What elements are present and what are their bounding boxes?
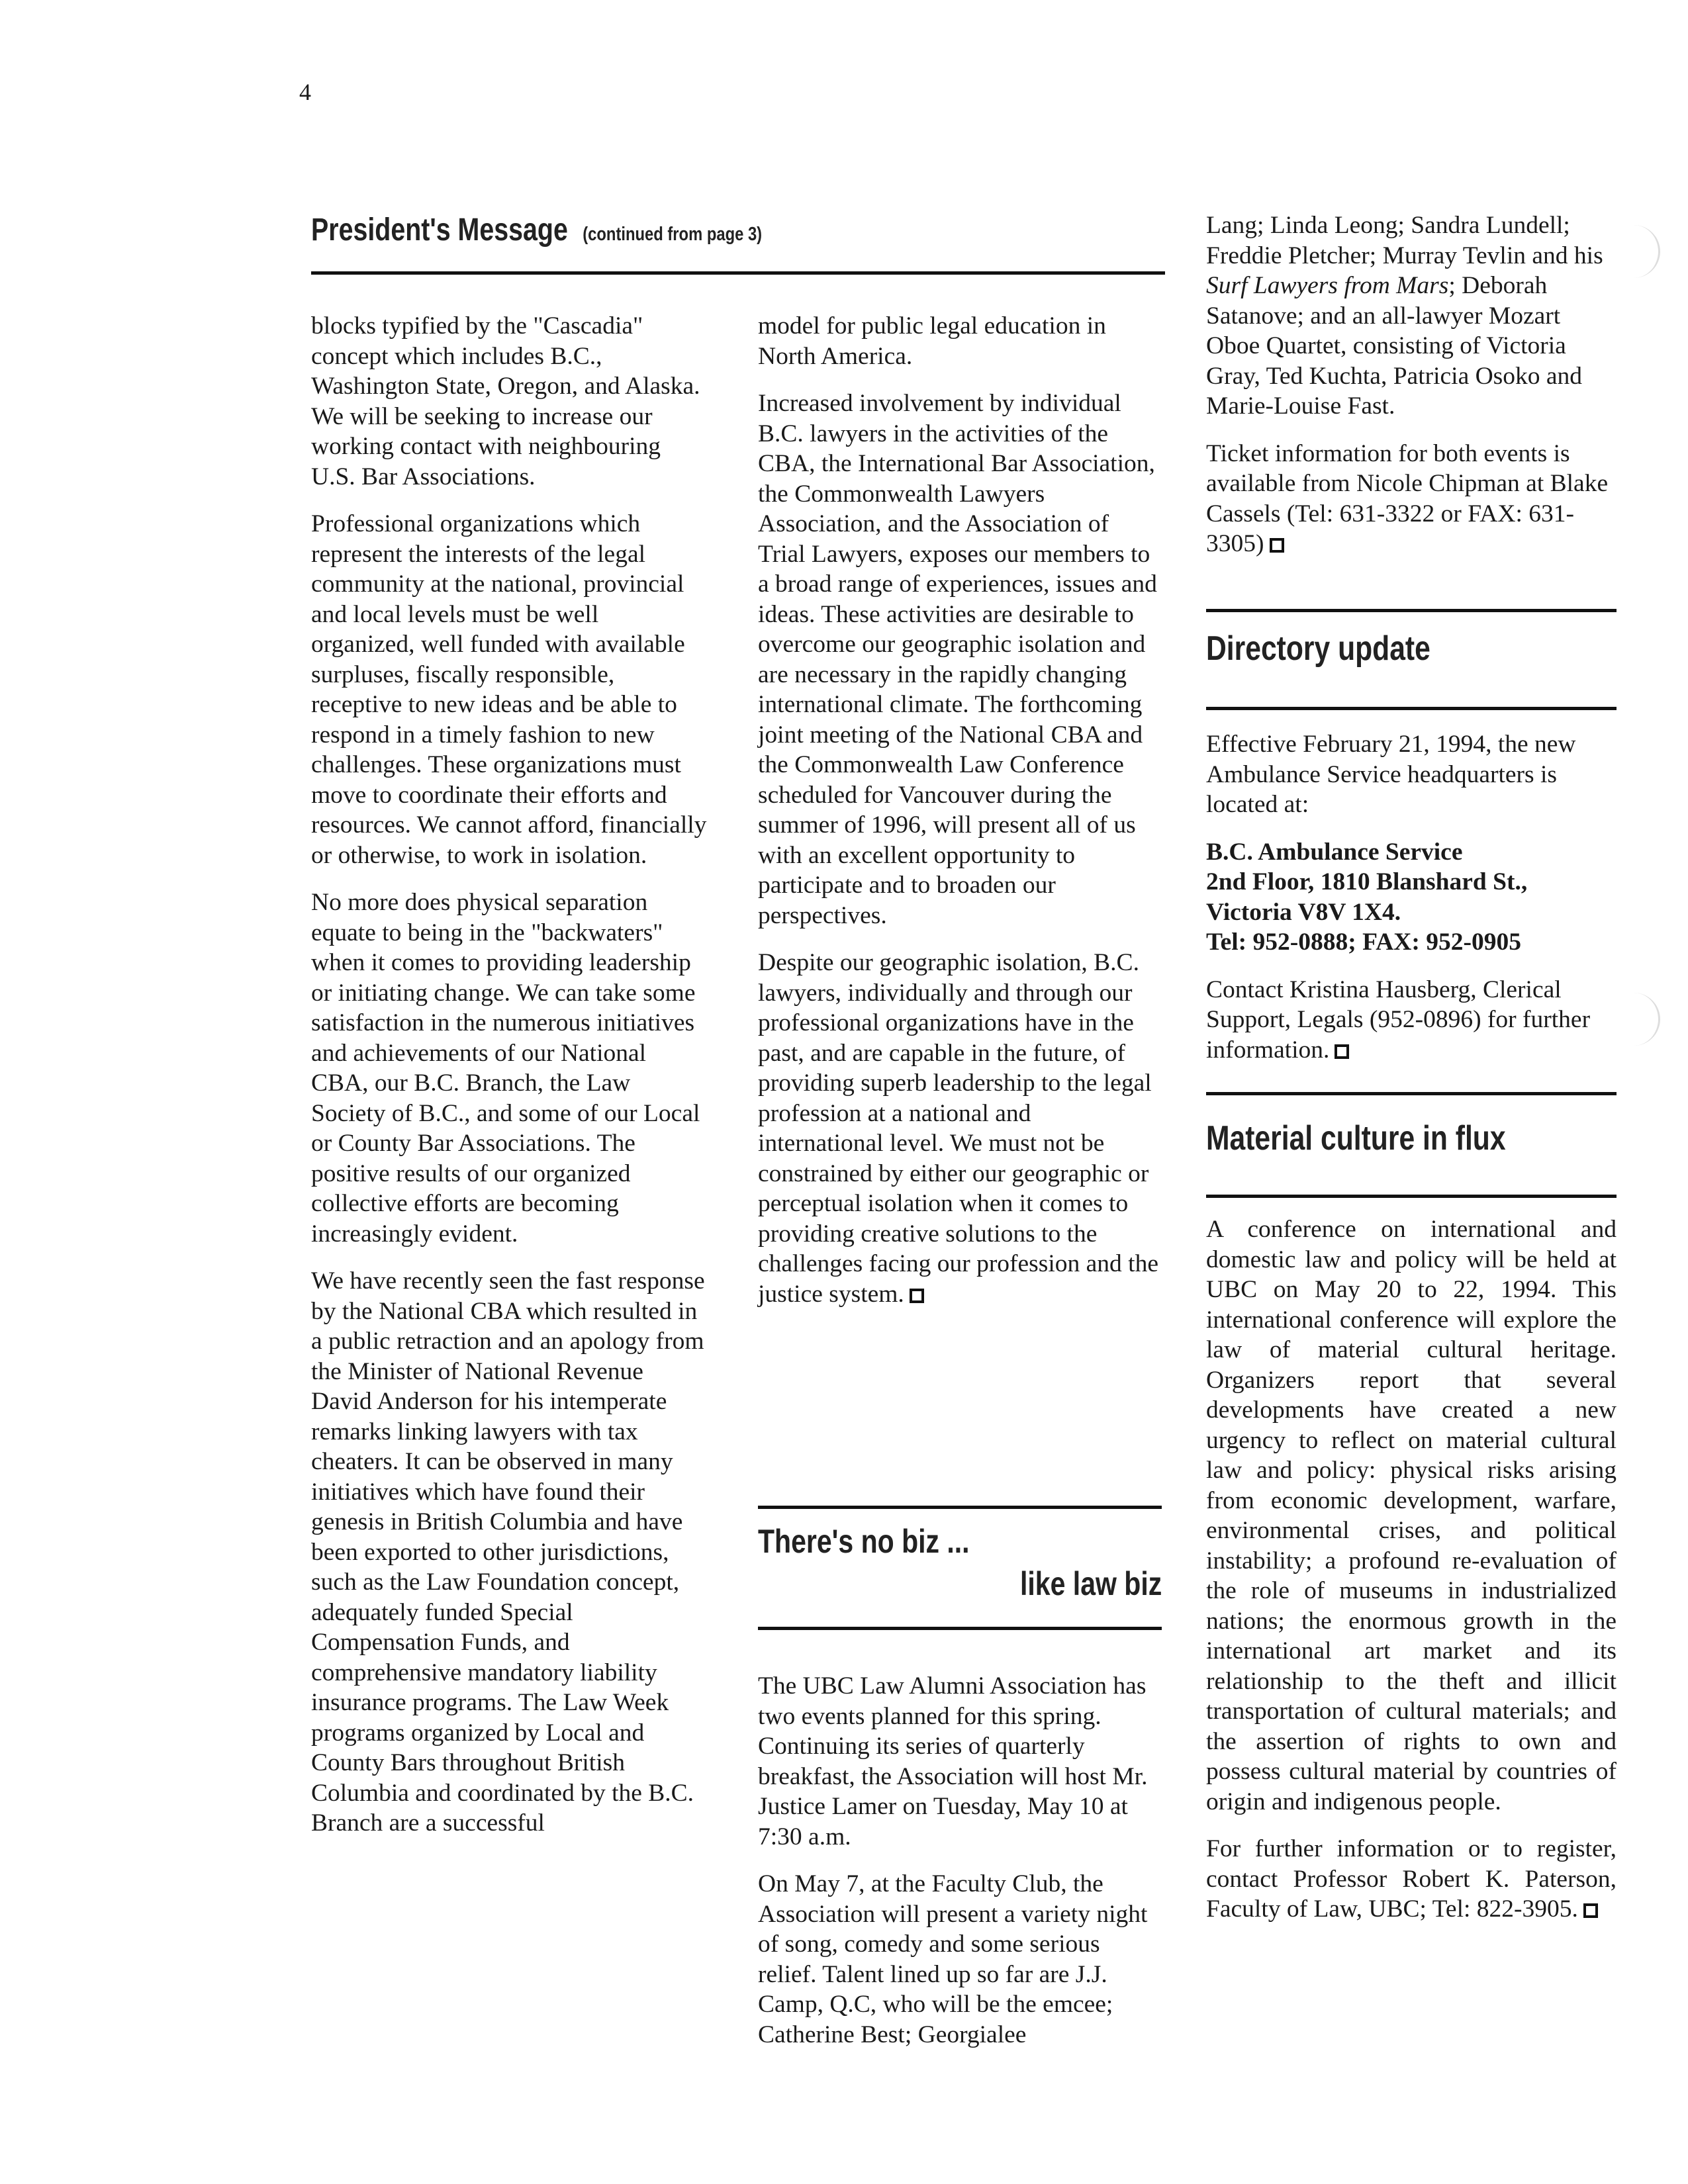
address-block: [1206, 837, 1617, 958]
binder-hole-mark: [1632, 225, 1660, 278]
page-number: 4: [299, 79, 311, 105]
paragraph: [1206, 1834, 1617, 1925]
column-1: [311, 311, 708, 1856]
end-mark-icon: [1335, 1044, 1349, 1059]
paragraph: On May 7, at the Faculty Club, the Association will present a variety night of song, comedy and some serious relief. Talent lined up so far are J.J. Camp, Q.C, who will be the emcee; Catherine Best; Georgialee: [758, 1870, 1148, 2048]
address-line: Tel: 952-0888; FAX: 952-0905: [1206, 929, 1521, 956]
biz-heading-line-1: There's no biz ...: [758, 1523, 970, 1560]
biz-heading: [758, 1522, 1162, 1615]
paragraph: [1206, 439, 1617, 559]
paragraph: Effective February 21, 1994, the new Ambulance Service headquarters is located at:: [1206, 731, 1576, 818]
paragraph-text: Despite our geographic isolation, B.C. lawyers, individually and through our professional organizations have in the past, and are capable in the future, of providing superb leadership to the legal profession at a national and international level. We must not be constrained by either our geographic or perceptual isolation when it comes to providing creative solutions to the challenges facing our profession and the justice system.: [758, 949, 1158, 1308]
section-rule: [1206, 1092, 1617, 1095]
president-message-heading: [311, 212, 1165, 248]
paragraph-text: ; Deborah Satanove; and an all-lawyer Mozart Oboe Quartet, consisting of Victoria Gray, Ted Kuchta, Patricia Osoko and Marie-Louise Fast.: [1206, 272, 1583, 420]
binder-hole-mark: [1632, 993, 1660, 1046]
paragraph-text: For further information or to register, contact Professor Robert K. Paterson, Faculty of Law, UBC; Tel: 822-3905.: [1206, 1835, 1617, 1923]
end-mark-icon: [910, 1289, 924, 1303]
end-mark-icon: [1583, 1903, 1598, 1918]
paragraph: [758, 948, 1162, 1309]
section-rule: [758, 1506, 1162, 1509]
paragraph: No more does physical separation equate to being in the "backwaters" when it comes to providing leadership or initiating change. We can take some satisfaction in the numerous initiatives and achievements of our National CBA, our B.C. Branch, the Law Society of B.C., and some of our Local or County Bar Associations. The positive results of our organized collective efforts are becoming increasingly evident.: [311, 889, 700, 1248]
material-article: [1206, 1214, 1617, 1942]
section-title: President's Message: [311, 212, 568, 248]
biz-article: [758, 1671, 1162, 2067]
paragraph-text: Ticket information for both events is available from Nicole Chipman at Blake Cassels (Tel: 631-3322 or FAX: 631-3305): [1206, 439, 1609, 557]
address-line: B.C. Ambulance Service: [1206, 838, 1463, 866]
paragraph: We have recently seen the fast response by the National CBA which resulted in a public retraction and an apology from the Minister of National Revenue David Anderson for his intemperate remarks linking lawyers with tax cheaters. It can be observed in many initiatives which have found their genesis in British Columbia and have been exported to other jurisdictions, such as the Law Foundation concept, adequately funded Special Compensation Funds, and comprehensive mandatory liability insurance programs. The Law Week programs organized by Local and County Bars throughout British Columbia and coordinated by the B.C. Branch are a successful: [311, 1267, 705, 1837]
directory-heading: Directory update: [1206, 629, 1430, 668]
paragraph: The UBC Law Alumni Association has two events planned for this spring. Continuing its series of quarterly breakfast, the Association will host Mr. Justice Lamer on Tuesday, May 10 at 7:30 a.m.: [758, 1672, 1148, 1850]
address-line: Victoria V8V 1X4.: [1206, 898, 1401, 926]
material-heading: Material culture in flux: [1206, 1119, 1506, 1158]
section-rule: [1206, 1195, 1617, 1198]
paragraph: Increased involvement by individual B.C. lawyers in the activities of the CBA, the International Bar Association, the Commonwealth Lawyers Association, and the Association of Trial Lawyers, exposes our members to a broad range of experiences, issues and ideas. These activities are desirable to overcome our geographic isolation and are necessary in the rapidly changing international climate. The forthcoming joint meeting of the National CBA and the Commonwealth Law Conference scheduled for Vancouver during the summer of 1996, will present all of us with an excellent opportunity to participate and to broaden our perspectives.: [758, 390, 1157, 929]
paragraph: A conference on international and domestic law and policy will be held at UBC on May 20 to 22, 1994. This international conference will explore the law of material cultural heritage. Organizers report that several developments have created a new urgency to reflect on material cultural law and policy: physical risks arising from economic development, warfare, environmental crises, and political instability; a profound re-evaluation of the role of museums in industrialized nations; the enormous growth in the international art market and its relationship to the theft and illicit transportation of cultural materials; and the assertion of rights to own and possess cultural material by countries of origin and indigenous people.: [1206, 1216, 1617, 1815]
paragraph-text: Lang; Linda Leong; Sandra Lundell; Freddie Pletcher; Murray Tevlin and his: [1206, 212, 1603, 269]
column-3: [1206, 210, 1617, 576]
section-rule: [1206, 707, 1617, 710]
address-line: 2nd Floor, 1810 Blanshard St.,: [1206, 868, 1528, 895]
paragraph: model for public legal education in North America.: [758, 312, 1106, 370]
heading-rule: [311, 271, 1165, 275]
italic-title: Surf Lawyers from Mars: [1206, 272, 1449, 299]
paragraph: Professional organizations which represent the interests of the legal community at the national, provincial and local levels must be well organized, well funded with available surpluses, fiscally responsible, receptive to new ideas and be able to respond in a timely fashion to new challenges. These organizations must move to coordinate their efforts and resources. We cannot afford, financially or otherwise, to work in isolation.: [311, 510, 707, 869]
end-mark-icon: [1270, 538, 1284, 553]
paragraph: [1206, 210, 1617, 422]
paragraph: [1206, 975, 1617, 1066]
continued-note: (continued from page 3): [583, 224, 763, 245]
section-rule: [758, 1627, 1162, 1630]
section-rule: [1206, 609, 1617, 612]
paragraph-text: Contact Kristina Hausberg, Clerical Support, Legals (952-0896) for further information.: [1206, 976, 1591, 1064]
directory-article: [1206, 729, 1617, 1082]
paragraph: blocks typified by the "Cascadia" concept which includes B.C., Washington State, Oregon, and Alaska. We will be seeking to increase our working contact with neighbouring U.S. Bar Associations.: [311, 312, 700, 490]
biz-heading-line-2: like law biz: [1019, 1565, 1162, 1602]
column-2: [758, 311, 1162, 1326]
